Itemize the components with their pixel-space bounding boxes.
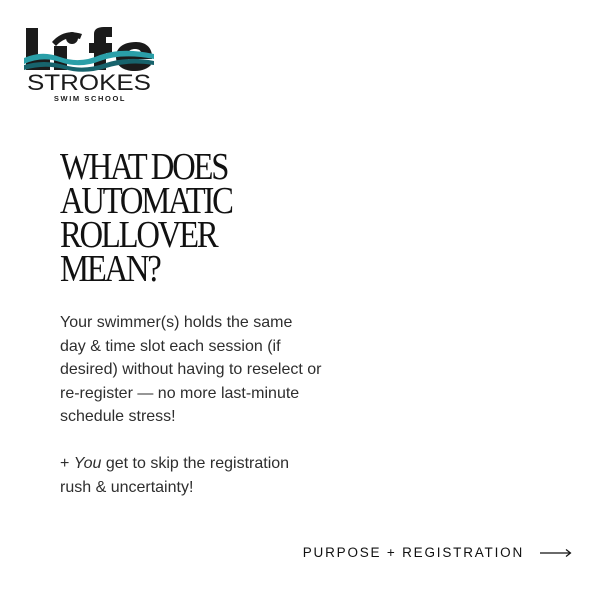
paragraph-2-rest: get to skip the registration rush & uncertainty! [60,455,290,496]
headline-line-2: AUTOMATIC [60,180,232,222]
plus-prefix: + [60,455,74,472]
next-page-label: PURPOSE + REGISTRATION [302,545,524,560]
body-paragraph-1: Your swimmer(s) holds the same day & time slot each session (if desired) without having to reselect or re-register — no more last-minute schedule stress! [60,314,322,425]
page-headline [60,146,284,290]
body-paragraph-2 [60,452,322,499]
logo-tagline-text: SWIM SCHOOL [53,94,127,103]
body-copy [60,311,322,499]
headline-line-1: WHAT DOES [60,146,228,188]
arrow-right-icon [540,548,572,558]
emphasis-you: You [73,455,102,472]
life-strokes-logo [24,24,154,104]
logo-brand-text: STROKES [27,70,151,95]
logo-graphic [24,24,154,104]
headline-line-3: ROLLOVER [60,214,217,256]
headline-line-4: MEAN? [60,248,160,290]
next-page-link[interactable] [303,545,572,560]
